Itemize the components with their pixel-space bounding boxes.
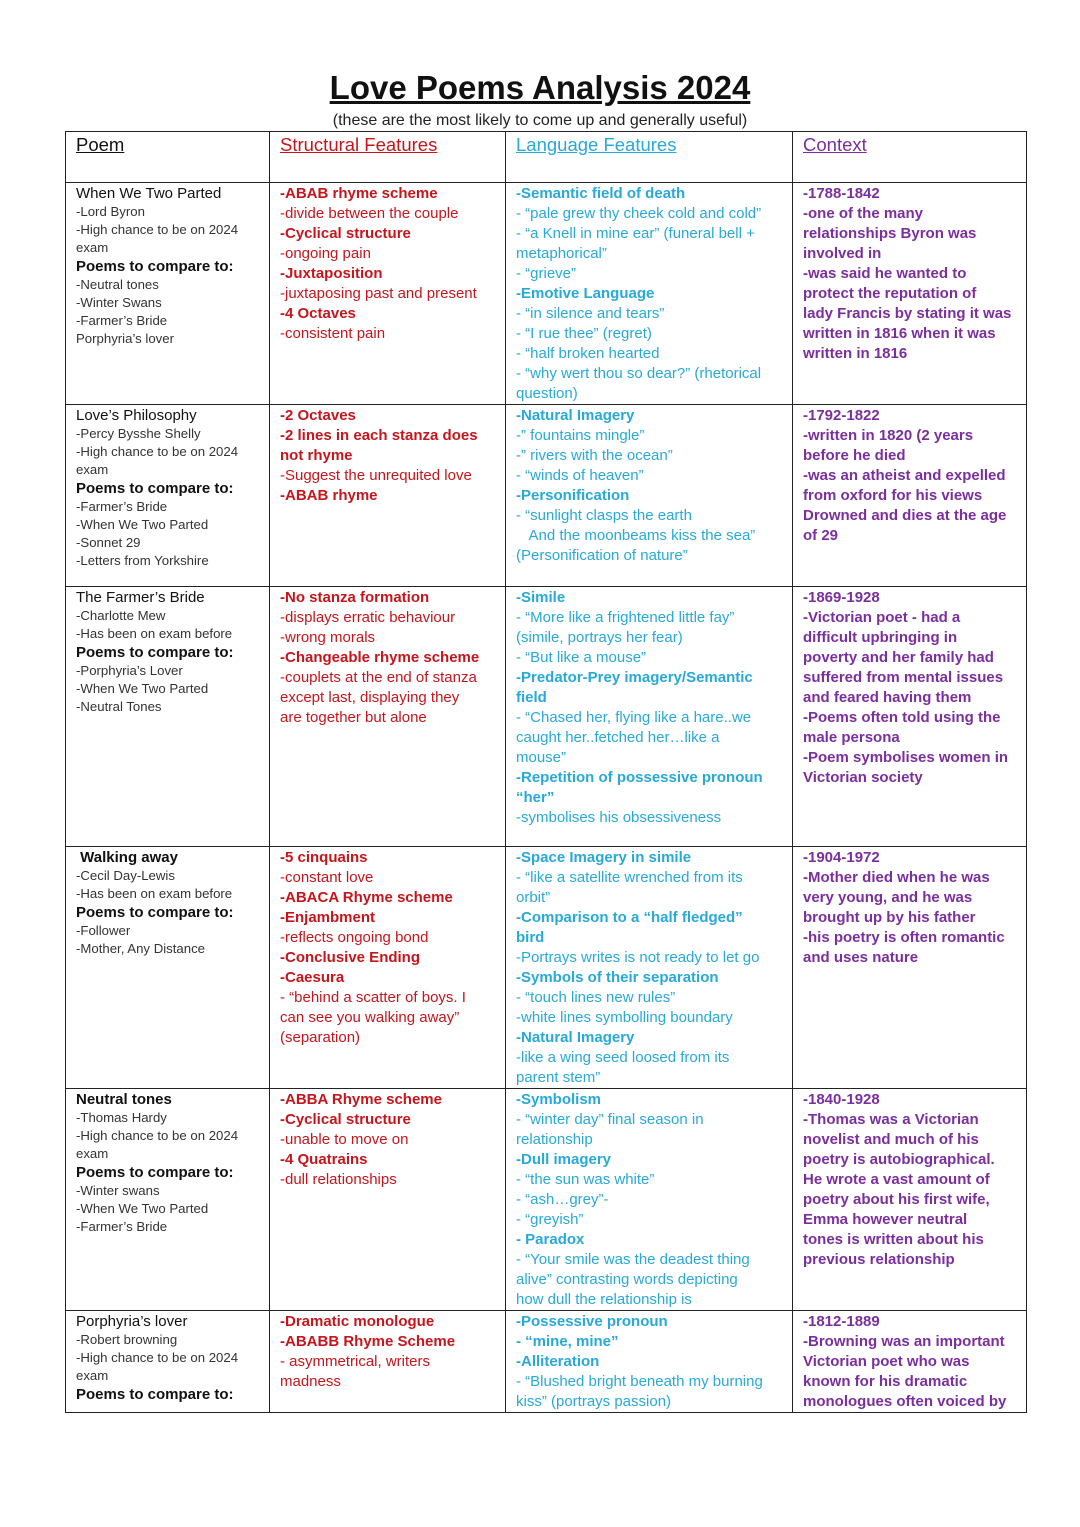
cell-line: - Paradox (516, 1231, 585, 1248)
cell-line: -Natural Imagery (516, 1029, 635, 1046)
cell-line: -Portrays writes is not ready to let go (516, 949, 760, 966)
cell-line: - “a Knell in mine ear” (funeral bell + (516, 225, 755, 242)
cell-line: and feared having them (803, 689, 972, 706)
cell-line: lady Francis by stating it was (803, 305, 1012, 322)
cell-line: - “Chased her, flying like a hare..we (516, 709, 752, 726)
cell-line: -1812-1889 (803, 1313, 880, 1330)
cell-line: metaphorical” (516, 245, 607, 262)
cell-line: -Follower (76, 923, 131, 938)
cell-line: exam (76, 1146, 109, 1161)
cell-line: suffered from mental issues (803, 669, 1004, 686)
cell-line: exam (76, 240, 109, 255)
cell-line: - “But like a mouse” (516, 649, 647, 666)
cell-line: are together but alone (280, 709, 427, 726)
cell-line: (simile, portrays her fear) (516, 629, 683, 646)
cell-line: -Browning was an important (803, 1333, 1005, 1350)
cell-poem (66, 847, 270, 1089)
cell-line: -When We Two Parted (76, 681, 209, 696)
cell-line: The Farmer’s Bride (76, 589, 205, 606)
page-title: Love Poems Analysis 2024 (329, 69, 751, 106)
cell-line: (Personification of nature” (516, 547, 688, 564)
cell-line: - “Your smile was the deadest thing (516, 1251, 750, 1268)
cell-line: -1840-1928 (803, 1091, 880, 1108)
cell-language (506, 1089, 793, 1311)
cell-line: poetry is autobiographical. (803, 1151, 995, 1168)
cell-line: -one of the many (803, 205, 924, 222)
header-structural-features: Structural Features (270, 132, 506, 183)
cell-line: -Symbols of their separation (516, 969, 719, 986)
cell-line: -Enjambment (280, 909, 376, 926)
cell-line: -Has been on exam before (76, 886, 233, 901)
cell-line: -couplets at the end of stanza (280, 669, 477, 686)
cell-line: -Letters from Yorkshire (76, 553, 209, 568)
cell-line: -4 Octaves (280, 305, 356, 322)
cell-structure (270, 405, 506, 587)
cell-line: monologues often voiced by (803, 1393, 1007, 1410)
header-context: Context (793, 132, 1027, 183)
cell-line: -Mother died when he was (803, 869, 990, 886)
cell-line: - “touch lines new rules” (516, 989, 676, 1006)
cell-line: -divide between the couple (280, 205, 459, 222)
cell-line: written in 1816 when it was (803, 325, 996, 342)
cell-line: male persona (803, 729, 900, 746)
cell-line: -written in 1820 (2 years (803, 427, 974, 444)
cell-poem (66, 1089, 270, 1311)
cell-line: - “like a satellite wrenched from its (516, 869, 743, 886)
cell-line: -juxtaposing past and present (280, 285, 477, 302)
cell-line: -Percy Bysshe Shelly (76, 426, 201, 441)
cell-line: except last, displaying they (280, 689, 460, 706)
cell-line: exam (76, 1368, 109, 1383)
cell-line: Poems to compare to: (76, 1164, 234, 1181)
cell-line: field (516, 689, 547, 706)
cell-line: -ABAB rhyme (280, 487, 378, 504)
cell-line: Porphyria’s lover (76, 1313, 188, 1330)
cell-line: -was an atheist and expelled (803, 467, 1006, 484)
cell-line: tones is written about his (803, 1231, 984, 1248)
cell-line: - “the sun was white” (516, 1171, 655, 1188)
cell-line: very young, and he was (803, 889, 973, 906)
cell-line: -Porphyria’s Lover (76, 663, 183, 678)
cell-line: -Cecil Day-Lewis (76, 868, 175, 883)
cell-line: poetry about his first wife, (803, 1191, 990, 1208)
cell-line: -Farmer’s Bride (76, 313, 168, 328)
table-body (66, 183, 1027, 1413)
cell-structure (270, 1089, 506, 1311)
cell-line: - “winds of heaven” (516, 467, 644, 484)
cell-line: Victorian poet who was (803, 1353, 970, 1370)
cell-line: -Victorian poet - had a (803, 609, 961, 626)
cell-line: known for his dramatic (803, 1373, 968, 1390)
cell-context (793, 1089, 1027, 1311)
cell-line: - “half broken hearted (516, 345, 660, 362)
cell-line: mouse” (516, 749, 567, 766)
cell-line: - “why wert thou so dear?” (rhetorical (516, 365, 762, 382)
cell-poem (66, 183, 270, 405)
table-header-row (66, 132, 1027, 183)
table-row (66, 587, 1027, 847)
cell-line: -Natural Imagery (516, 407, 635, 424)
cell-line: -ABABB Rhyme Scheme (280, 1333, 456, 1350)
cell-line: -reflects ongoing bond (280, 929, 429, 946)
cell-line: -Cyclical structure (280, 225, 411, 242)
cell-structure (270, 183, 506, 405)
cell-line: -ABACA Rhyme scheme (280, 889, 453, 906)
cell-line: Emma however neutral (803, 1211, 968, 1228)
cell-structure (270, 847, 506, 1089)
cell-line: before he died (803, 447, 906, 464)
cell-line: -” rivers with the ocean” (516, 447, 673, 464)
cell-language (506, 847, 793, 1089)
cell-line: - “I rue thee” (regret) (516, 325, 652, 342)
cell-poem (66, 587, 270, 847)
cell-line: relationship (516, 1131, 593, 1148)
cell-line: - “mine, mine” (516, 1333, 619, 1350)
cell-line: -When We Two Parted (76, 1201, 209, 1216)
cell-line: -Mother, Any Distance (76, 941, 206, 956)
cell-line: and uses nature (803, 949, 919, 966)
cell-line: caught her..fetched her…like a (516, 729, 720, 746)
cell-line: When We Two Parted (76, 185, 222, 202)
cell-line: - “grieve” (516, 265, 577, 282)
cell-line: parent stem” (516, 1069, 601, 1086)
cell-line: -Suggest the unrequited love (280, 467, 472, 484)
cell-line: novelist and much of his (803, 1131, 979, 1148)
cell-line: -Conclusive Ending (280, 949, 421, 966)
cell-line: He wrote a vast amount of (803, 1171, 990, 1188)
cell-line: -Thomas was a Victorian (803, 1111, 979, 1128)
cell-line: -Comparison to a “half fledged” (516, 909, 743, 926)
cell-line: -Personification (516, 487, 630, 504)
cell-line: -” fountains mingle” (516, 427, 645, 444)
cell-line: -white lines symbolling boundary (516, 1009, 733, 1026)
cell-line: -Dramatic monologue (280, 1313, 435, 1330)
table-row (66, 183, 1027, 405)
cell-line: orbit” (516, 889, 551, 906)
cell-line: -Space Imagery in simile (516, 849, 692, 866)
cell-line: -Simile (516, 589, 566, 606)
cell-line: -Caesura (280, 969, 345, 986)
cell-line: -ongoing pain (280, 245, 371, 262)
cell-line: - “pale grew thy cheek cold and cold” (516, 205, 762, 222)
cell-line: -1788-1842 (803, 185, 880, 202)
cell-line: Poems to compare to: (76, 480, 234, 497)
cell-line: poverty and her family had (803, 649, 994, 666)
cell-line: -Emotive Language (516, 285, 655, 302)
cell-line: madness (280, 1373, 341, 1390)
cell-line: - “winter day” final season in (516, 1111, 704, 1128)
header-language-features: Language Features (506, 132, 793, 183)
cell-line: -1904-1972 (803, 849, 880, 866)
cell-line: question) (516, 385, 578, 402)
cell-line: Neutral tones (76, 1091, 172, 1108)
cell-line: - “behind a scatter of boys. I (280, 989, 466, 1006)
cell-line: -Winter swans (76, 1183, 160, 1198)
cell-line: brought up by his father (803, 909, 976, 926)
cell-line: And the moonbeams kiss the sea” (516, 527, 756, 544)
cell-line: -Neutral Tones (76, 699, 162, 714)
cell-line: exam (76, 462, 109, 477)
cell-line: -High chance to be on 2024 (76, 1128, 239, 1143)
cell-poem (66, 405, 270, 587)
cell-context (793, 847, 1027, 1089)
cell-line: alive” contrasting words depicting (516, 1271, 738, 1288)
cell-line: -ABBA Rhyme scheme (280, 1091, 442, 1108)
cell-line: Poems to compare to: (76, 644, 234, 661)
cell-line: -When We Two Parted (76, 517, 209, 532)
cell-line: -constant love (280, 869, 374, 886)
cell-line: -1792-1822 (803, 407, 880, 424)
cell-line: written in 1816 (803, 345, 908, 362)
cell-line: - “greyish” (516, 1211, 584, 1228)
cell-line: -Lord Byron (76, 204, 145, 219)
cell-line: -unable to move on (280, 1131, 409, 1148)
cell-line: -his poetry is often romantic (803, 929, 1005, 946)
cell-line: -Winter Swans (76, 295, 162, 310)
cell-line: -High chance to be on 2024 (76, 222, 239, 237)
cell-line: -consistent pain (280, 325, 386, 342)
cell-language (506, 405, 793, 587)
cell-line: - “ash…grey”- (516, 1191, 609, 1208)
cell-line: can see you walking away” (280, 1009, 460, 1026)
cell-line: -Charlotte Mew (76, 608, 166, 623)
cell-line: Drowned and dies at the age (803, 507, 1007, 524)
cell-line: -Changeable rhyme scheme (280, 649, 480, 666)
cell-line: Poems to compare to: (76, 258, 234, 275)
cell-line: (separation) (280, 1029, 361, 1046)
cell-line: - “Blushed bright beneath my burning (516, 1373, 763, 1390)
cell-line: -Possessive pronoun (516, 1313, 668, 1330)
cell-context (793, 1311, 1027, 1413)
cell-line: - “sunlight clasps the earth (516, 507, 692, 524)
cell-line: -4 Quatrains (280, 1151, 368, 1168)
cell-line: previous relationship (803, 1251, 955, 1268)
cell-line: Poems to compare to: (76, 904, 234, 921)
cell-line: -Farmer’s Bride (76, 499, 168, 514)
cell-line: -Predator-Prey imagery/Semantic (516, 669, 753, 686)
cell-line: -ABAB rhyme scheme (280, 185, 438, 202)
cell-line: how dull the relationship is (516, 1291, 692, 1308)
cell-line: -No stanza formation (280, 589, 430, 606)
cell-line: protect the reputation of (803, 285, 977, 302)
cell-line: bird (516, 929, 545, 946)
cell-structure (270, 1311, 506, 1413)
cell-line: Poems to compare to: (76, 1386, 234, 1403)
cell-language (506, 1311, 793, 1413)
cell-line: -1869-1928 (803, 589, 880, 606)
cell-line: Love’s Philosophy (76, 407, 197, 424)
table-row (66, 847, 1027, 1089)
cell-line: -displays erratic behaviour (280, 609, 456, 626)
cell-line: -Sonnet 29 (76, 535, 141, 550)
cell-context (793, 405, 1027, 587)
table-row (66, 1089, 1027, 1311)
cell-line: -2 lines in each stanza does (280, 427, 478, 444)
cell-line: involved in (803, 245, 882, 262)
cell-line: -Thomas Hardy (76, 1110, 167, 1125)
cell-context (793, 587, 1027, 847)
cell-line: -High chance to be on 2024 (76, 444, 239, 459)
cell-line: -Robert browning (76, 1332, 178, 1347)
cell-line: -Symbolism (516, 1091, 602, 1108)
cell-line: -2 Octaves (280, 407, 356, 424)
cell-line: -Semantic field of death (516, 185, 686, 202)
cell-poem (66, 1311, 270, 1413)
cell-line: kiss” (portrays passion) (516, 1393, 672, 1410)
cell-language (506, 183, 793, 405)
table-row (66, 405, 1027, 587)
cell-language (506, 587, 793, 847)
cell-line: - “More like a frightened little fay” (516, 609, 735, 626)
cell-line: -dull relationships (280, 1171, 397, 1188)
cell-line: relationships Byron was (803, 225, 977, 242)
cell-line: -Farmer’s Bride (76, 1219, 168, 1234)
cell-line: -like a wing seed loosed from its (516, 1049, 730, 1066)
cell-line: -Neutral tones (76, 277, 159, 292)
cell-structure (270, 587, 506, 847)
cell-line: Porphyria’s lover (76, 331, 174, 346)
cell-line: Victorian society (803, 769, 923, 786)
cell-line: - “in silence and tears” (516, 305, 665, 322)
cell-line: of 29 (803, 527, 839, 544)
cell-line: - asymmetrical, writers (280, 1353, 431, 1370)
cell-line: not rhyme (280, 447, 353, 464)
cell-line: -Poem symbolises women in (803, 749, 1009, 766)
cell-line: -5 cinquains (280, 849, 368, 866)
cell-line: “her” (516, 789, 555, 806)
table-row (66, 1311, 1027, 1413)
cell-line: -symbolises his obsessiveness (516, 809, 722, 826)
header-poem: Poem (66, 132, 270, 183)
cell-line: -High chance to be on 2024 (76, 1350, 239, 1365)
cell-line: difficult upbringing in (803, 629, 958, 646)
cell-line: -Alliteration (516, 1353, 600, 1370)
cell-line: -Repetition of possessive pronoun (516, 769, 763, 786)
cell-line: from oxford for his views (803, 487, 983, 504)
cell-line: Walking away (76, 849, 178, 866)
analysis-table (65, 131, 1027, 1413)
cell-line: -was said he wanted to (803, 265, 967, 282)
cell-line: -Poems often told using the (803, 709, 1001, 726)
cell-line: -Juxtaposition (280, 265, 383, 282)
cell-line: -wrong morals (280, 629, 376, 646)
cell-context (793, 183, 1027, 405)
cell-line: -Has been on exam before (76, 626, 233, 641)
cell-line: -Dull imagery (516, 1151, 612, 1168)
cell-line: -Cyclical structure (280, 1111, 411, 1128)
page-subtitle: (these are the most likely to come up and generally useful) (332, 112, 748, 129)
